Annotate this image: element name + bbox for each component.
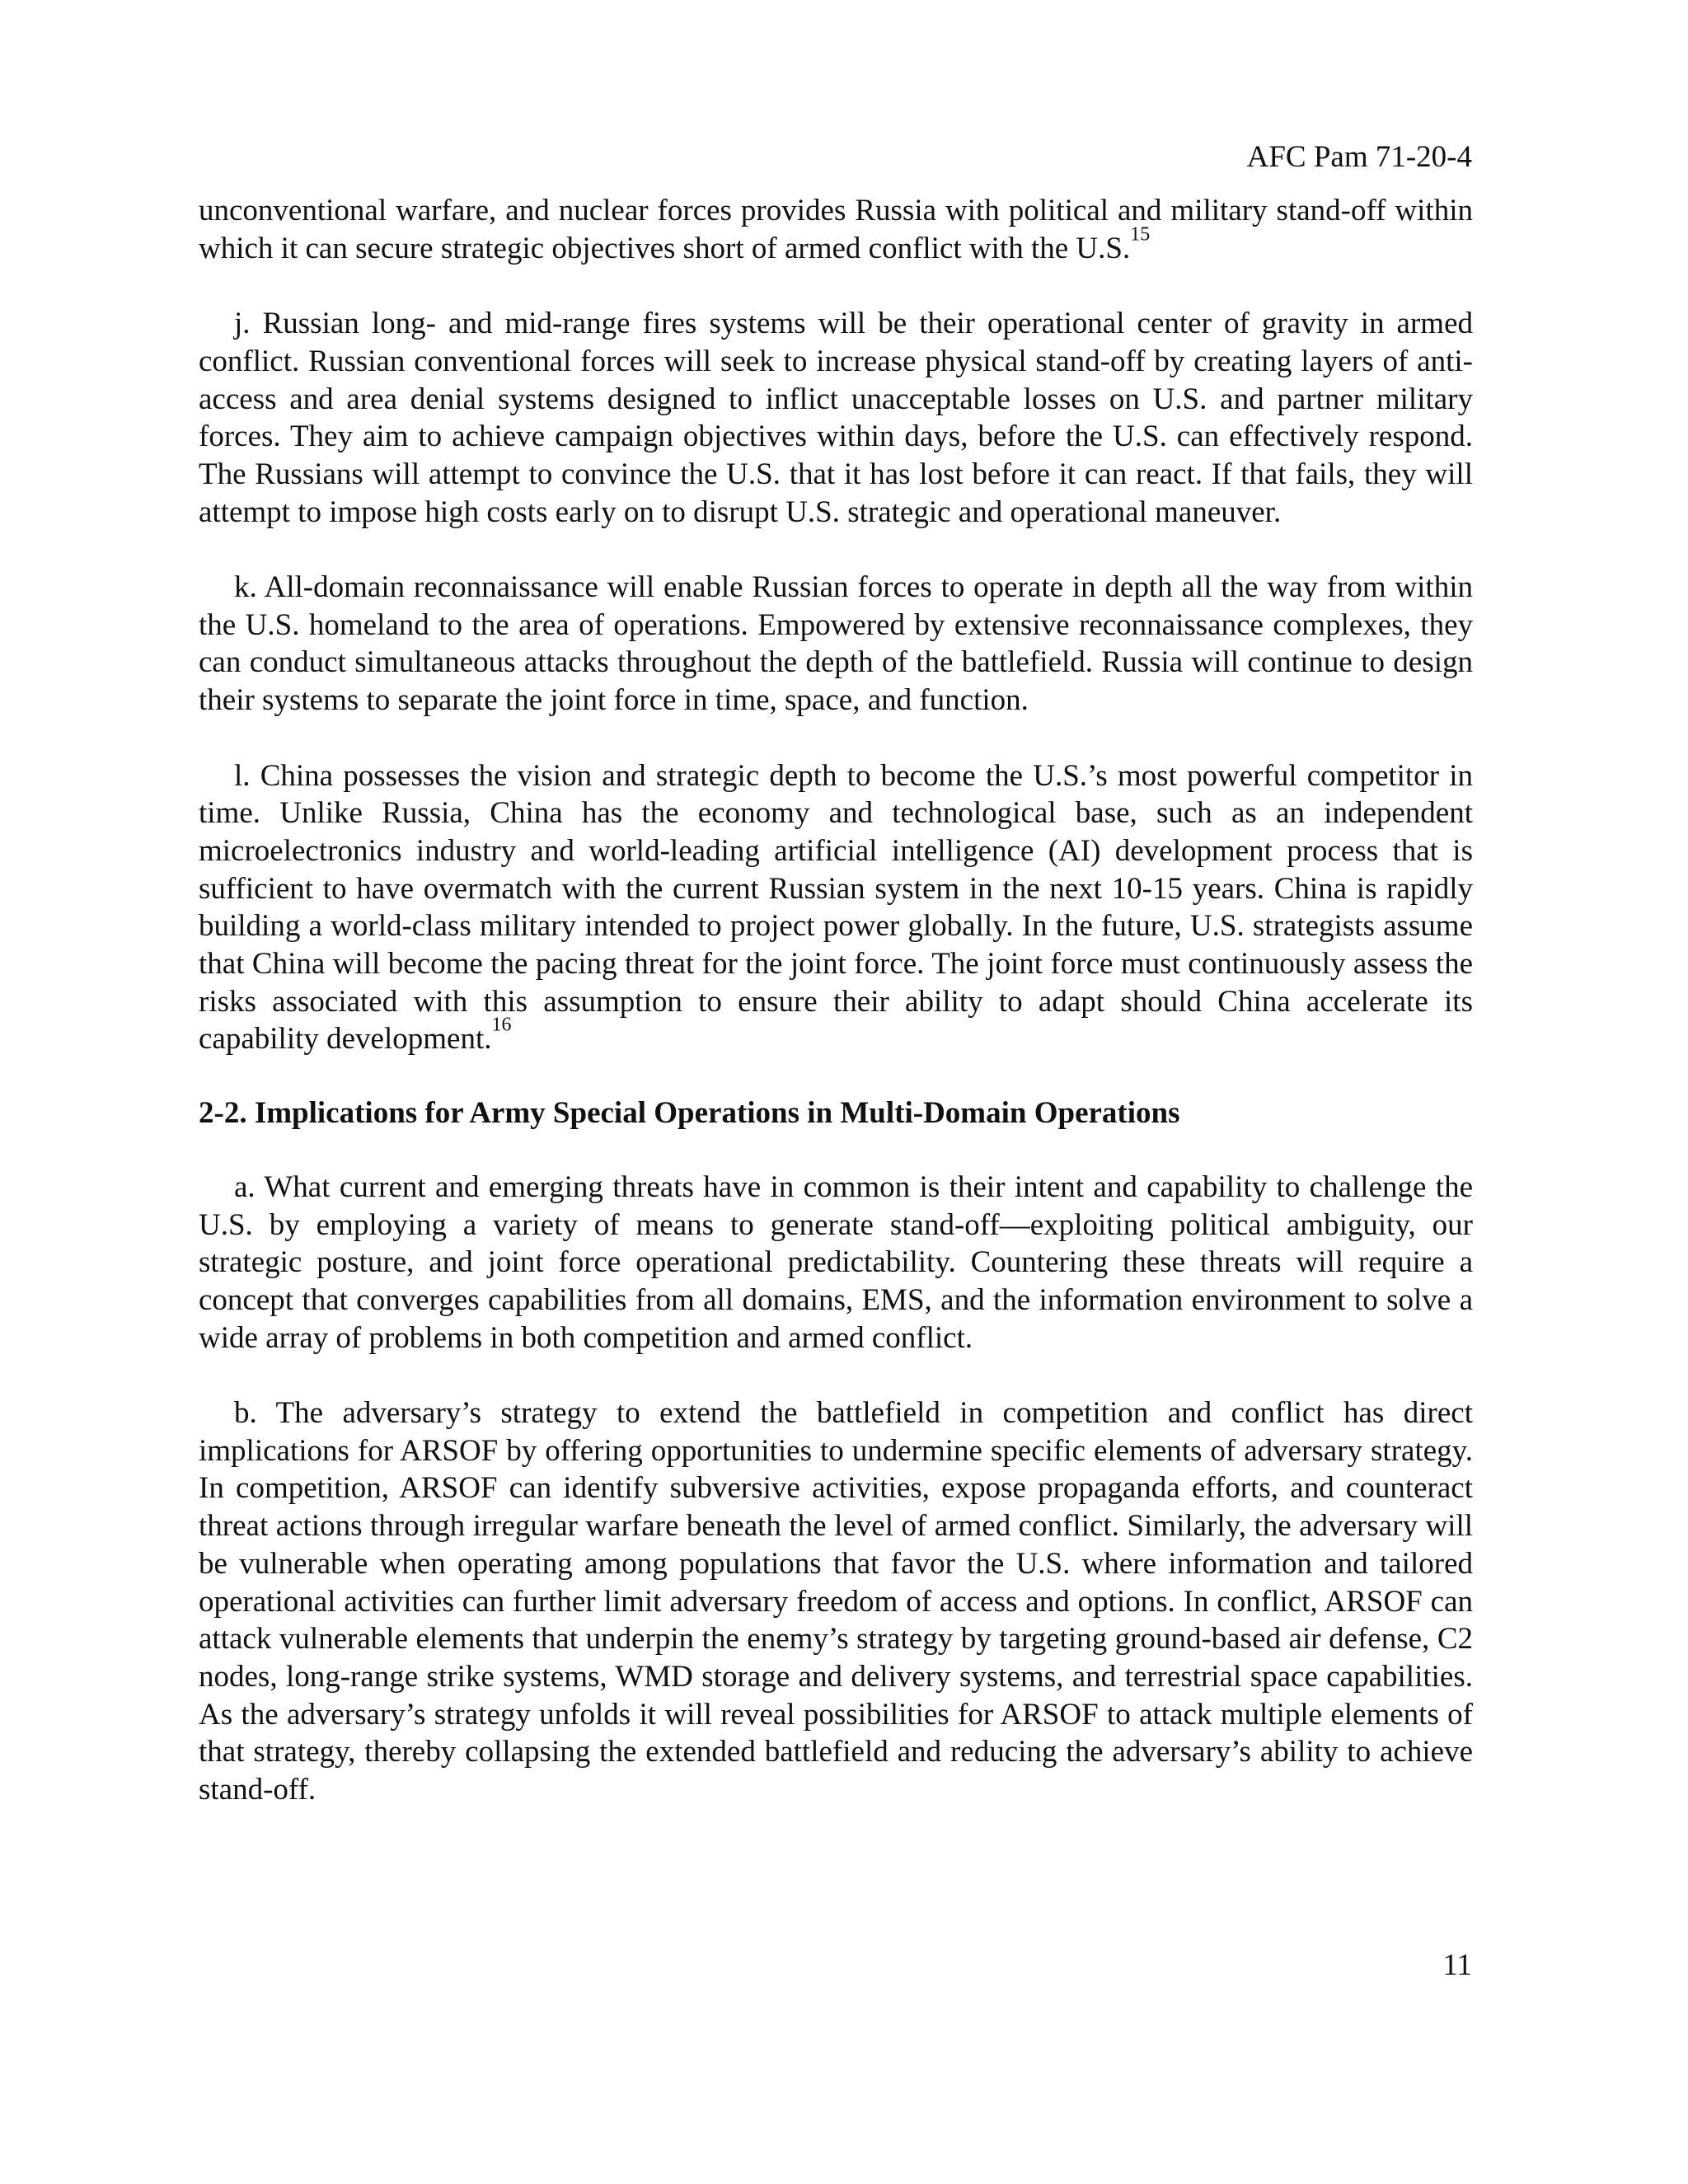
page-number: 11 [1442, 1948, 1472, 1982]
paragraph-l [199, 757, 1473, 1059]
section-heading: 2-2. Implications for Army Special Operations in Multi-Domain Operations [199, 1096, 1180, 1131]
footnote-reference: 16 [491, 1014, 512, 1036]
document-id-header: AFC Pam 71-20-4 [1246, 140, 1472, 174]
body-text [199, 192, 1473, 1846]
paragraph-text: b. The adversary’s strategy to extend the battlefield in competition and conflict has direct implications for ARSOF by offering opportunities to undermine specific elements of adversary strategy. In competition, ARSOF can identify subversive activities, expose propaganda efforts, and counteract threat actions through irregular warfare beneath the level of armed conflict. Similarly, the adversary will be vulnerable when operating among populations that favor the U.S. where information and tailored operational activities can further limit adversary freedom of access and options. In conflict, ARSOF can attack vulnerable elements that underpin the enemy’s strategy by targeting ground-based air defense, C2 nodes, long-range strike systems, WMD storage and delivery systems, and terrestrial space capabilities. As the adversary’s strategy unfolds it will reveal possibilities for ARSOF to attack multiple elements of that strategy, thereby collapsing the extended battlefield and reducing the adversary’s ability to achieve stand-off. [199, 1396, 1473, 1807]
paragraph-text: unconventional warfare, and nuclear forces provides Russia with political and military stand-off within which it can secure strategic objectives short of armed conflict with the U.S. [199, 194, 1473, 265]
paragraph-j [199, 305, 1473, 531]
paragraph-a [199, 1169, 1473, 1357]
paragraph-b [199, 1394, 1473, 1809]
paragraph-text: l. China possesses the vision and strategic depth to become the U.S.’s most powerful competitor in time. Unlike Russia, China has the economy and technological base, such as an independent microelectronics industry and world-leading artificial intelligence (AI) development process that is sufficient to have overmatch with the current Russian system in the next 10-15 years. China is rapidly building a world-class military intended to project power globally. In the future, U.S. strategists assume that China will become the pacing threat for the joint force. The joint force must continuously assess the risks associated with this assumption to ensure their ability to adapt should China accelerate its capability development. [199, 758, 1473, 1057]
paragraph-text: k. All-domain reconnaissance will enable Russian forces to operate in depth all the way from within the U.S. homeland to the area of operations. Empowered by extensive reconnaissance complexes, they can conduct simultaneous attacks throughout the depth of the battlefield. Russia will continue to design their systems to separate the joint force in time, space, and function. [199, 570, 1473, 718]
paragraph-text: a. What current and emerging threats have in common is their intent and capability to challenge the U.S. by employing a variety of means to generate stand-off—exploiting political ambiguity, our strategic posture, and joint force operational predictability. Countering these threats will require a concept that converges capabilities from all domains, EMS, and the information environment to solve a wide array of problems in both competition and armed conflict. [199, 1169, 1473, 1355]
paragraph-k [199, 569, 1473, 719]
paragraph-text: j. Russian long- and mid-range fires systems will be their operational center of gravity in armed conflict. Russian conventional forces will seek to increase physical stand-off by creating layers of anti-access and area denial systems designed to inflict unacceptable losses on U.S. and partner military forces. They aim to achieve campaign objectives within days, before the U.S. can effectively respond. The Russians will attempt to convince the U.S. that it has lost before it can react. If that fails, they will attempt to impose high costs early on to disrupt U.S. strategic and operational maneuver. [199, 307, 1473, 529]
footnote-reference: 15 [1130, 223, 1151, 246]
paragraph-continuation [199, 192, 1473, 267]
